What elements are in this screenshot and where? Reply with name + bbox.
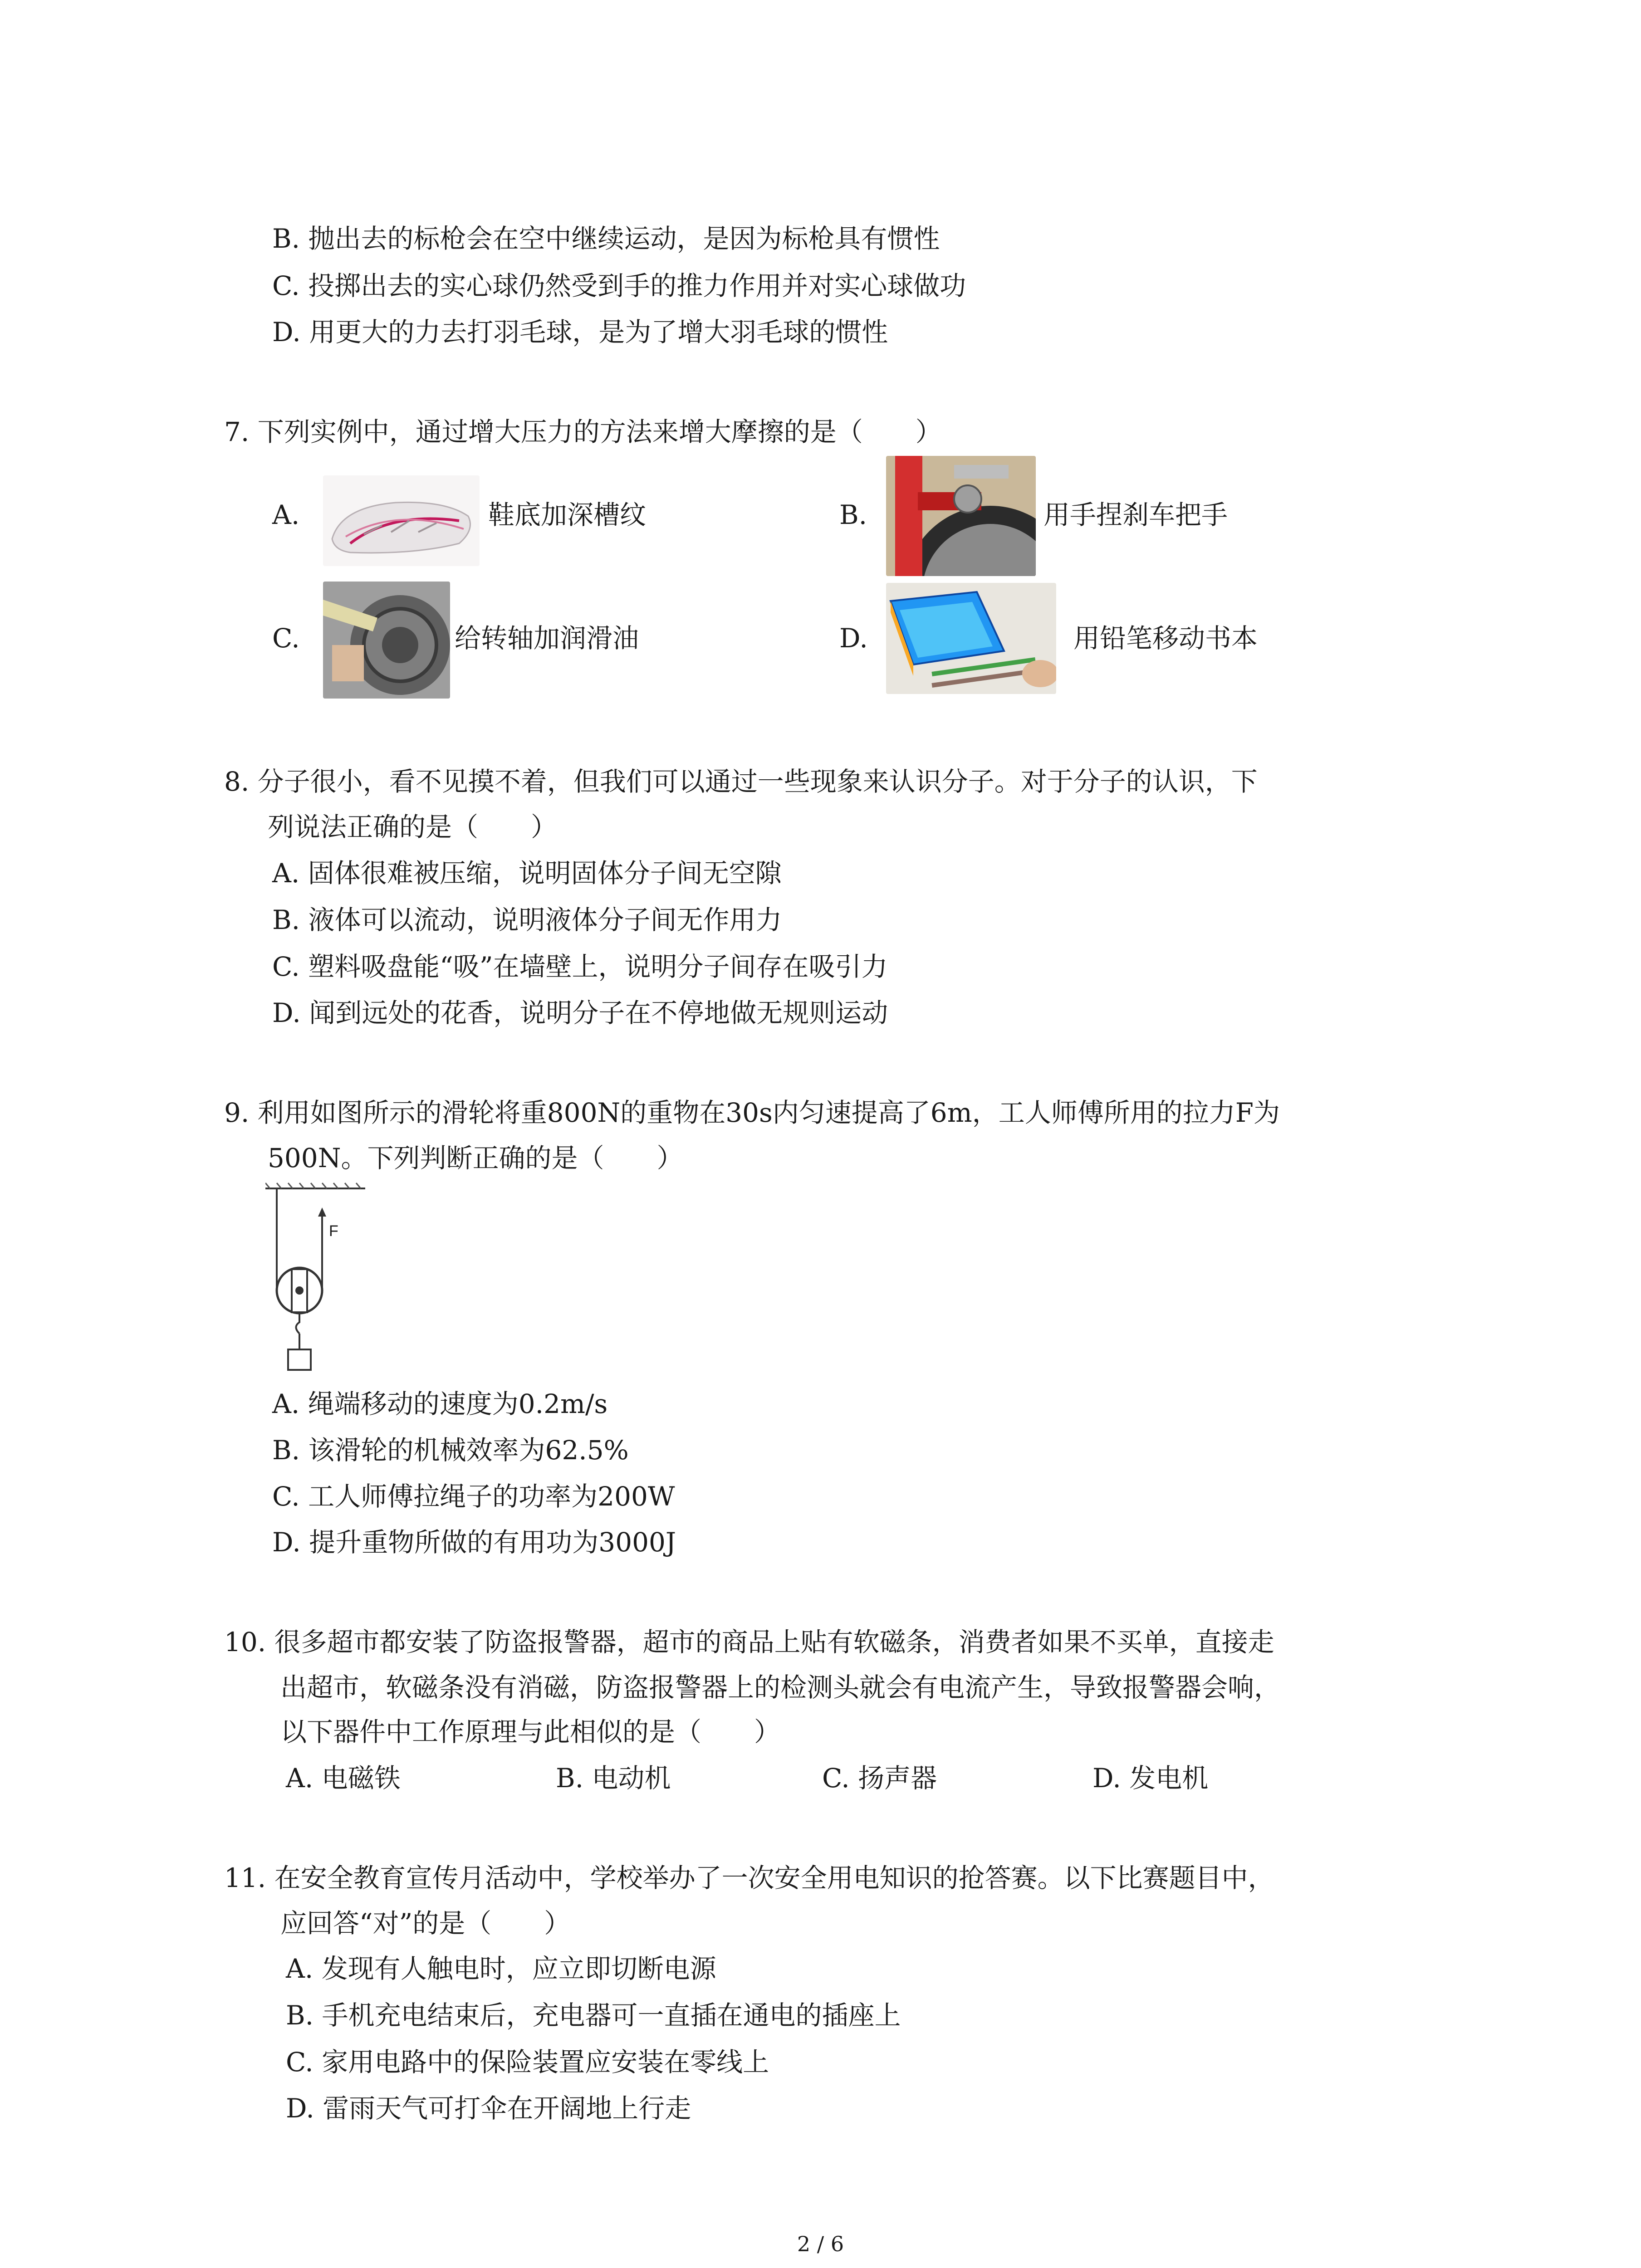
q11-option-c: C. 家用电路中的保险装置应安装在零线上 bbox=[286, 2047, 769, 2077]
q9-option-a: A. 绳端移动的速度为0.2m/s bbox=[272, 1388, 608, 1419]
q7-stem: 7. 下列实例中，通过增大压力的方法来增大摩擦的是（ ） bbox=[224, 416, 942, 447]
pulley-diagram bbox=[265, 1179, 383, 1388]
q8-option-b: B. 液体可以流动，说明液体分子间无作用力 bbox=[272, 904, 782, 935]
q9-option-b: B. 该滑轮的机械效率为62.5% bbox=[272, 1435, 629, 1466]
q10-stem-line1: 10. 很多超市都安装了防盗报警器，超市的商品上贴有软磁条，消费者如果不买单，直接走 bbox=[224, 1627, 1274, 1657]
q11-option-d: D. 雷雨天气可打伞在开阔地上行走 bbox=[286, 2093, 691, 2124]
q8-option-d: D. 闻到远处的花香，说明分子在不停地做无规则运动 bbox=[272, 997, 888, 1028]
q10-option-c: C. 扬声器 bbox=[822, 1763, 937, 1794]
q11-stem-line1: 11. 在安全教育宣传月活动中，学校举办了一次安全用电知识的抢答赛。以下比赛题目中， bbox=[224, 1862, 1274, 1893]
force-label: F bbox=[329, 1222, 338, 1240]
q11-stem-line2: 应回答“对”的是（ ） bbox=[280, 1908, 571, 1939]
q9-option-d: D. 提升重物所做的有用功为3000J bbox=[272, 1527, 676, 1558]
q8-stem-line1: 8. 分子很小，看不见摸不着，但我们可以通过一些现象来认识分子。对于分子的认识，下 bbox=[224, 766, 1258, 797]
shoe-sole-image bbox=[323, 475, 480, 566]
q10-stem-line2: 出超市，软磁条没有消磁，防盗报警器上的检测头就会有电流产生，导致报警器会响， bbox=[280, 1672, 1281, 1703]
q7-option-c-text: 给转轴加润滑油 bbox=[455, 623, 639, 654]
q10-option-a: A. 电磁铁 bbox=[286, 1763, 401, 1794]
q9-option-c: C. 工人师傅拉绳子的功率为200W bbox=[272, 1481, 675, 1512]
q11-option-a: A. 发现有人触电时，应立即切断电源 bbox=[286, 1953, 716, 1984]
page-number: 2 / 6 bbox=[797, 2232, 844, 2256]
q8-option-a: A. 固体很难被压缩，说明固体分子间无空隙 bbox=[272, 858, 782, 889]
q7-option-b-label: B. bbox=[839, 499, 867, 530]
q7-option-a-text: 鞋底加深槽纹 bbox=[488, 499, 647, 530]
q6-option-d: D. 用更大的力去打羽毛球，是为了增大羽毛球的惯性 bbox=[272, 317, 888, 347]
q7-option-d-label: D. bbox=[839, 623, 868, 654]
q11-option-b: B. 手机充电结束后，充电器可一直插在通电的插座上 bbox=[286, 2000, 901, 2031]
q9-stem-line2: 500N。下列判断正确的是（ ） bbox=[268, 1143, 683, 1173]
q6-option-b: B. 抛出去的标枪会在空中继续运动，是因为标枪具有惯性 bbox=[272, 223, 940, 254]
q6-option-c: C. 投掷出去的实心球仍然受到手的推力作用并对实心球做功 bbox=[272, 270, 966, 301]
q10-option-d: D. 发电机 bbox=[1092, 1763, 1209, 1794]
bike-gear-oil-image bbox=[323, 582, 450, 699]
q7-option-c-label: C. bbox=[272, 623, 300, 654]
q7-option-a-label: A. bbox=[272, 499, 300, 530]
q7-option-d-text: 用铅笔移动书本 bbox=[1073, 623, 1258, 654]
bicycle-brake-image bbox=[886, 456, 1036, 576]
q8-option-c: C. 塑料吸盘能“吸”在墙壁上，说明分子间存在吸引力 bbox=[272, 951, 888, 982]
q10-stem-line3: 以下器件中工作原理与此相似的是（ ） bbox=[280, 1716, 781, 1747]
q7-option-b-text: 用手捏刹车把手 bbox=[1043, 499, 1228, 530]
q8-stem-line2: 列说法正确的是（ ） bbox=[268, 811, 558, 842]
q10-option-b: B. 电动机 bbox=[556, 1763, 671, 1794]
pencil-moving-book-image bbox=[886, 583, 1056, 694]
q9-stem-line1: 9. 利用如图所示的滑轮将重800N的重物在30s内匀速提高了6m，工人师傅所用的拉力F为 bbox=[224, 1097, 1280, 1128]
